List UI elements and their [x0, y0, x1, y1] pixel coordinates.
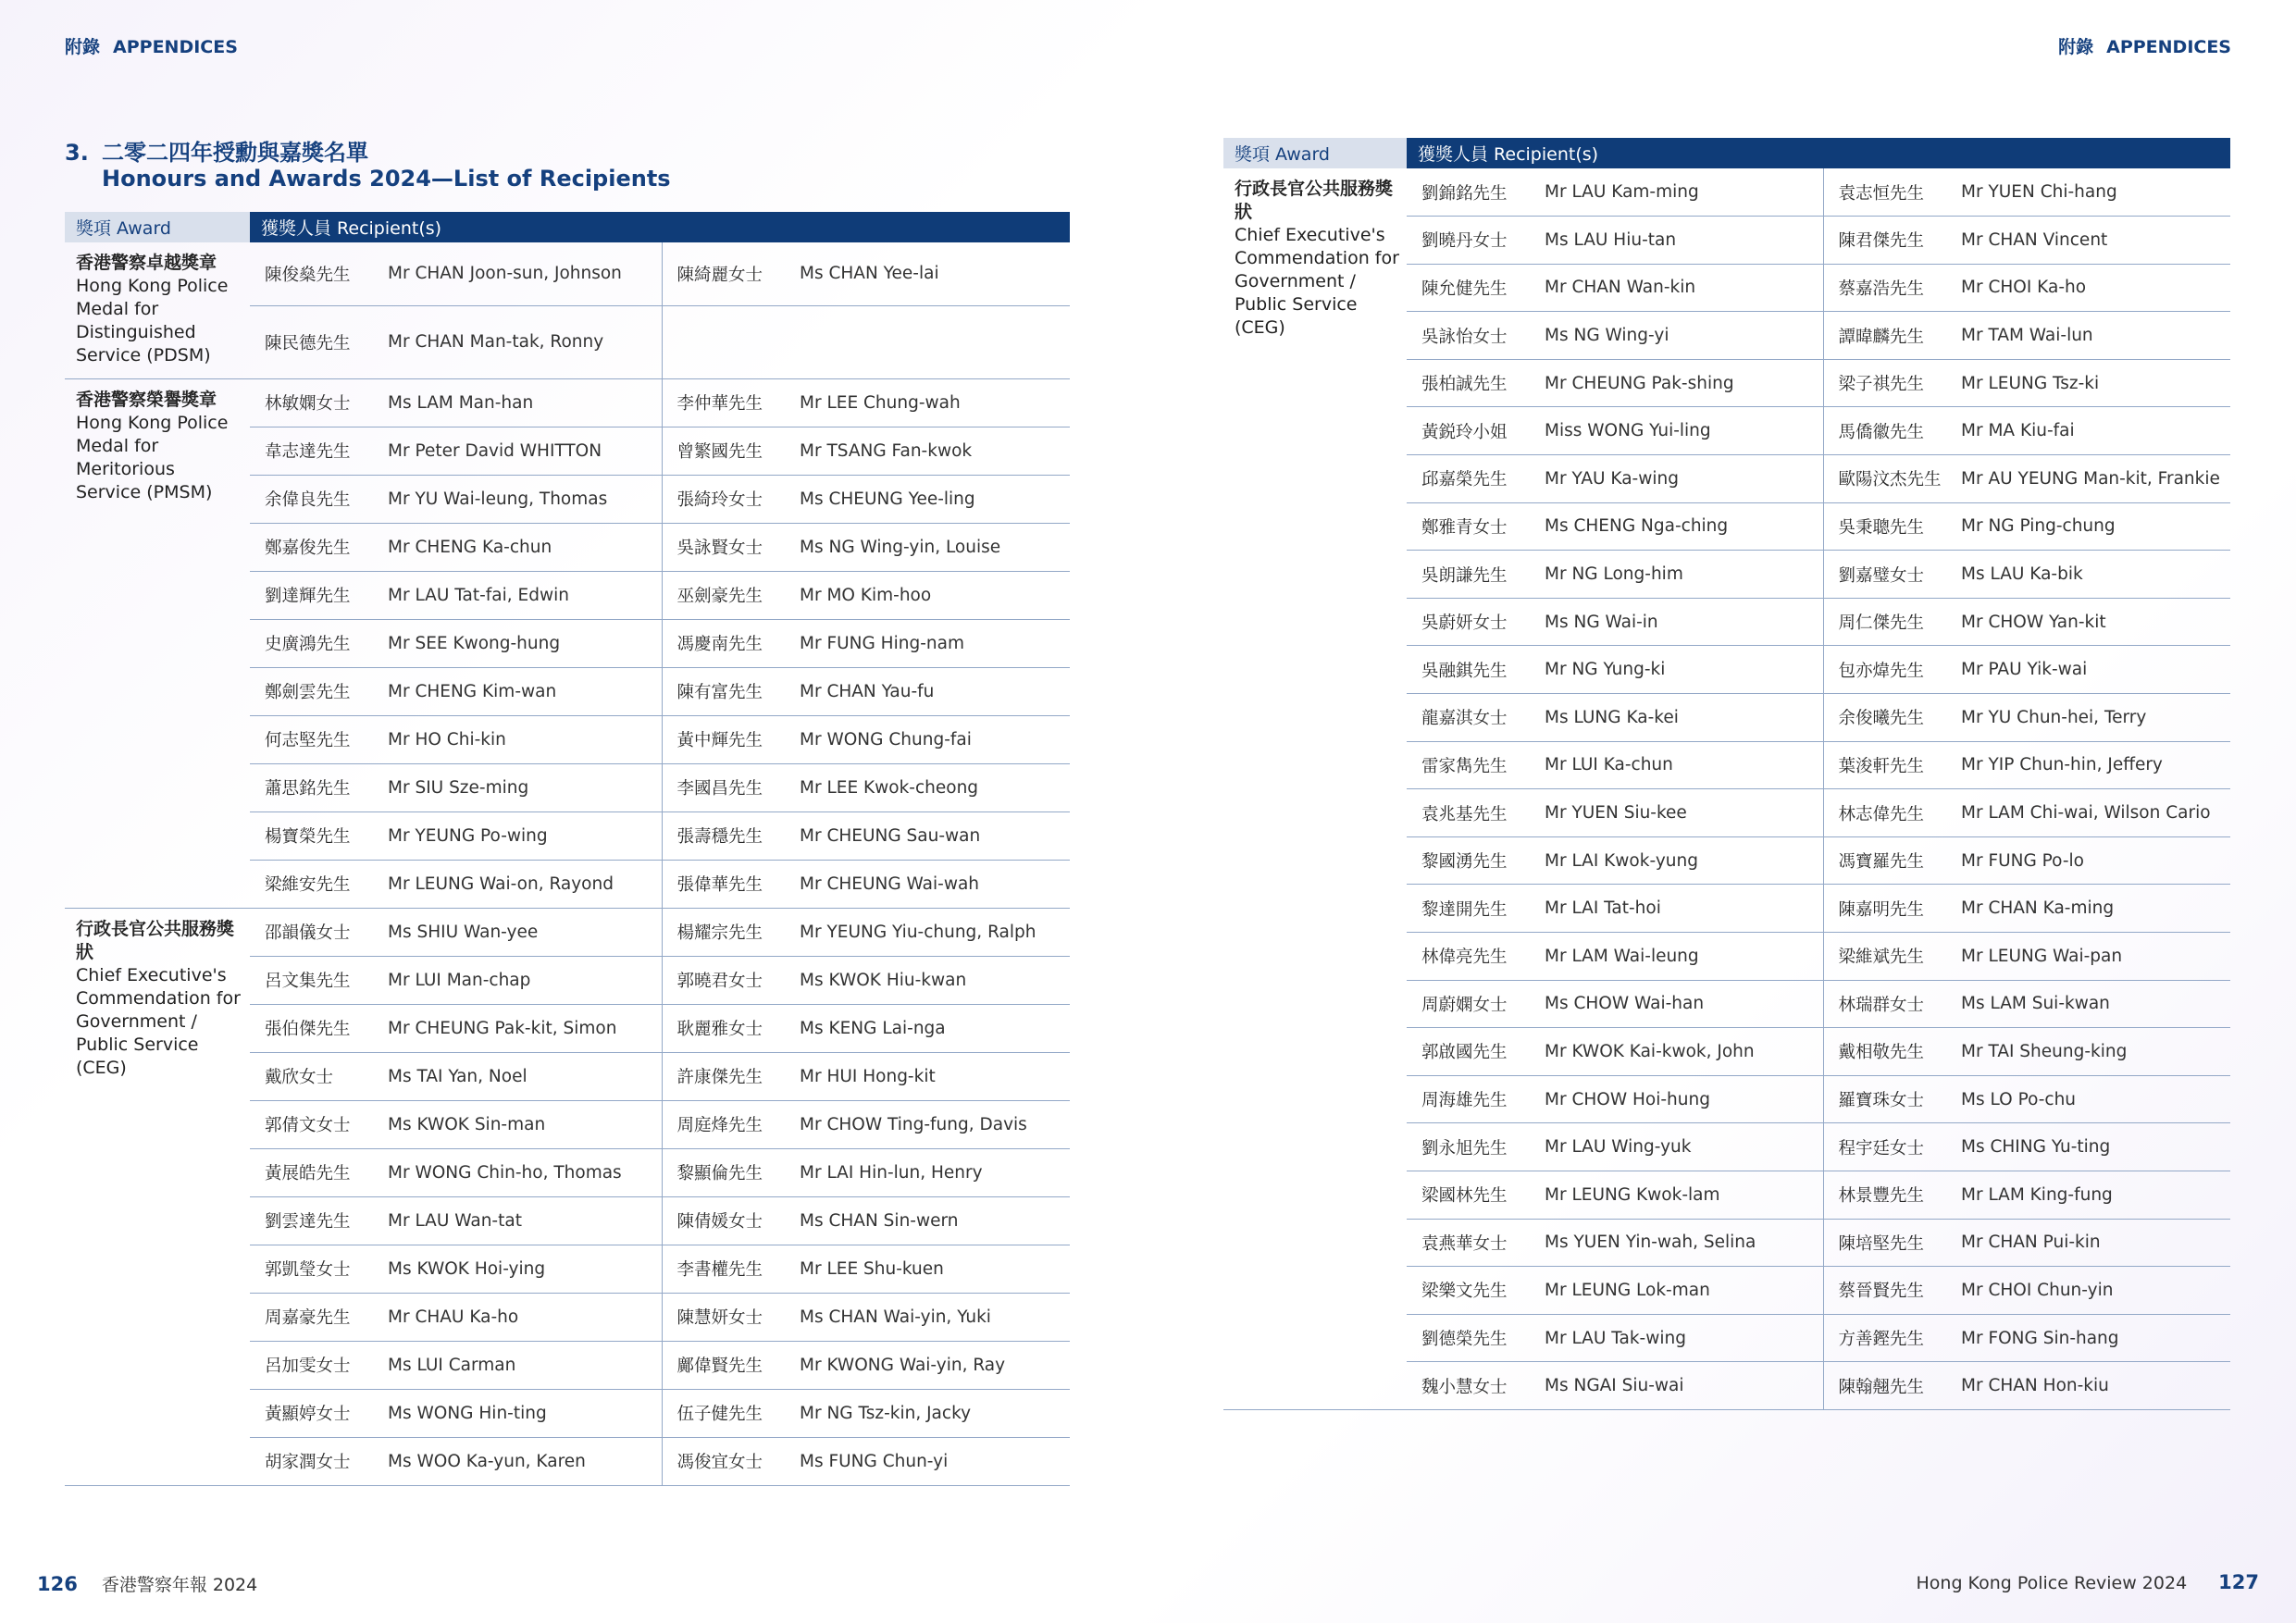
recipient-name-en: Ms CHAN Sin-wern	[794, 1196, 1070, 1245]
recipient-name-zh: 劉永旭先生	[1407, 1123, 1539, 1171]
recipient-name-zh: 黃顯婷女士	[250, 1389, 382, 1437]
recipient-name-en: Ms KENG Lai-nga	[794, 1004, 1070, 1052]
recipient-name-en: Mr TSANG Fan-kwok	[794, 427, 1070, 475]
recipient-name-en: Mr SIU Sze-ming	[382, 763, 662, 812]
recipient-name-en: Mr CHOI Chun-yin	[1955, 1267, 2230, 1315]
recipient-name-zh: 周嘉豪先生	[250, 1293, 382, 1341]
recipient-name-en: Mr HUI Hong-kit	[794, 1052, 1070, 1100]
recipient-name-en: Mr LAI Kwok-yung	[1539, 836, 1823, 885]
recipient-name-en: Mr CHAN Ka-ming	[1955, 885, 2230, 933]
recipient-name-en: Ms CHAN Wai-yin, Yuki	[794, 1293, 1070, 1341]
recipient-name-en: Mr LAU Kam-ming	[1539, 168, 1823, 217]
recipient-name-en: Mr LEUNG Tsz-ki	[1955, 359, 2230, 407]
recipient-name-zh: 包亦煒先生	[1823, 646, 1955, 694]
recipient-name-zh: 陳俊燊先生	[250, 242, 382, 305]
running-header-right	[2058, 33, 2231, 58]
recipient-name-en: Mr HO Chi-kin	[382, 715, 662, 763]
recipient-name-zh: 周海雄先生	[1407, 1075, 1539, 1123]
recipient-name-zh: 黃展皓先生	[250, 1148, 382, 1196]
recipient-name-zh: 陳倩媛女士	[662, 1196, 794, 1245]
recipient-name-zh: 林敏嫻女士	[250, 378, 382, 427]
recipient-name-en: Mr LEUNG Wai-on, Rayond	[382, 860, 662, 908]
recipient-name-en: Mr PAU Yik-wai	[1955, 646, 2230, 694]
recipient-name-en: Mr YIP Chun-hin, Jeffery	[1955, 741, 2230, 789]
recipient-name-en: Mr LAM Wai-leung	[1539, 933, 1823, 981]
recipient-name-zh: 許康傑先生	[662, 1052, 794, 1100]
recipient-name-zh: 韋志達先生	[250, 427, 382, 475]
publication-title: 香港警察年報 2024	[101, 1575, 258, 1595]
recipient-name-zh: 胡家潤女士	[250, 1437, 382, 1485]
recipient-name-zh: 鄭嘉俊先生	[250, 523, 382, 571]
footer-right	[1917, 1571, 2260, 1593]
recipient-name-zh: 方善鏗先生	[1823, 1314, 1955, 1362]
recipient-name-en: Mr TAI Sheung-king	[1955, 1028, 2230, 1076]
recipient-name-zh: 張偉華先生	[662, 860, 794, 908]
recipient-name-zh: 郭倩文女士	[250, 1100, 382, 1148]
recipient-name-en: Mr KWONG Wai-yin, Ray	[794, 1341, 1070, 1389]
recipient-name-zh: 邱嘉榮先生	[1407, 455, 1539, 503]
recipient-name-en: Mr LAU Tat-fai, Edwin	[382, 571, 662, 619]
recipient-name-en: Ms SHIU Wan-yee	[382, 908, 662, 956]
recipient-name-zh: 張伯傑先生	[250, 1004, 382, 1052]
header-en: APPENDICES	[113, 37, 238, 57]
recipient-name-en: Mr NG Ping-chung	[1955, 502, 2230, 551]
recipient-name-zh: 陳有富先生	[662, 667, 794, 715]
recipient-name-en: Mr YUEN Chi-hang	[1955, 168, 2230, 217]
recipient-name-zh: 陳嘉明先生	[1823, 885, 1955, 933]
recipient-name-en: Ms FUNG Chun-yi	[794, 1437, 1070, 1485]
recipient-name-zh: 蔡嘉浩先生	[1823, 264, 1955, 312]
recipient-name-zh: 史廣鴻先生	[250, 619, 382, 667]
recipient-name-en: Mr TAM Wai-lun	[1955, 312, 2230, 360]
recipient-name-en: Mr WONG Chung-fai	[794, 715, 1070, 763]
recipient-name-en: Ms WONG Hin-ting	[382, 1389, 662, 1437]
recipient-name-zh: 陳綺麗女士	[662, 242, 794, 305]
recipient-name-en: Mr LEUNG Lok-man	[1539, 1267, 1823, 1315]
recipient-name-en: Ms CHING Yu-ting	[1955, 1123, 2230, 1171]
header-en: APPENDICES	[2106, 37, 2231, 57]
recipient-name-en: Mr CHEUNG Wai-wah	[794, 860, 1070, 908]
recipient-name-en: Mr CHOW Ting-fung, Davis	[794, 1100, 1070, 1148]
award-cell-ceg	[1223, 168, 1407, 1409]
recipient-name-en: Ms TAI Yan, Noel	[382, 1052, 662, 1100]
recipient-name-en: Mr CHOW Hoi-hung	[1539, 1075, 1823, 1123]
award-name-en: Hong Kong Police Medal for Distinguished Service (PDSM)	[76, 276, 229, 365]
recipient-name-en: Mr CHENG Kim-wan	[382, 667, 662, 715]
recipient-name-zh: 劉嘉璧女士	[1823, 551, 1955, 599]
recipient-name-zh: 巫劍豪先生	[662, 571, 794, 619]
recipient-name-en: Ms NG Wing-yi	[1539, 312, 1823, 360]
recipient-name-en: Mr CHEUNG Pak-shing	[1539, 359, 1823, 407]
table-row	[65, 908, 1070, 956]
recipient-name-zh: 吳詠怡女士	[1407, 312, 1539, 360]
recipient-name-en: Ms WOO Ka-yun, Karen	[382, 1437, 662, 1485]
recipient-name-zh: 戴相敬先生	[1823, 1028, 1955, 1076]
award-column-header: 獎項 Award	[1223, 138, 1407, 168]
publication-title: Hong Kong Police Review 2024	[1916, 1573, 2188, 1593]
recipient-name-zh: 耿麗雅女士	[662, 1004, 794, 1052]
recipient-name-zh: 張壽穩先生	[662, 812, 794, 860]
award-name-zh: 香港警察卓越獎章	[76, 253, 217, 273]
recipient-name-en: Mr CHAN Vincent	[1955, 217, 2230, 265]
recipient-name-zh: 吳秉聰先生	[1823, 502, 1955, 551]
recipient-name-en: Mr NG Tsz-kin, Jacky	[794, 1389, 1070, 1437]
recipient-name-en: Mr YU Wai-leung, Thomas	[382, 475, 662, 523]
recipient-name-zh: 陳允健先生	[1407, 264, 1539, 312]
recipient-name-zh: 袁燕華女士	[1407, 1219, 1539, 1267]
recipient-name-en: Mr CHAN Man-tak, Ronny	[382, 305, 662, 378]
award-name-en: Hong Kong Police Medal for Meritorious Service (PMSM)	[76, 412, 229, 502]
recipient-name-zh: 陳君傑先生	[1823, 217, 1955, 265]
recipient-name-en: Mr CHOI Ka-ho	[1955, 264, 2230, 312]
recipient-name-en: Mr CHAN Yau-fu	[794, 667, 1070, 715]
recipient-name-en: Ms CHOW Wai-han	[1539, 980, 1823, 1028]
section-number: 3.	[65, 140, 89, 166]
award-name-en: Chief Executive's Commendation for Government / Public Service (CEG)	[76, 964, 241, 1078]
header-zh: 附錄	[2058, 37, 2094, 57]
table-row	[1223, 168, 2230, 217]
recipient-name-en: Ms LUI Carman	[382, 1341, 662, 1389]
recipient-name-zh: 馮寶羅先生	[1823, 836, 1955, 885]
recipient-name-zh: 鄭劍雲先生	[250, 667, 382, 715]
recipient-name-en: Ms LUNG Ka-kei	[1539, 694, 1823, 742]
recipient-name-zh: 楊耀宗先生	[662, 908, 794, 956]
award-name-zh: 香港警察榮譽獎章	[76, 389, 217, 410]
recipient-name-en: Mr YEUNG Po-wing	[382, 812, 662, 860]
recipient-name-zh: 張柏誠先生	[1407, 359, 1539, 407]
recipient-name-zh: 梁國林先生	[1407, 1171, 1539, 1219]
recipient-name-zh: 梁樂文先生	[1407, 1267, 1539, 1315]
recipient-name-en: Ms NG Wing-yin, Louise	[794, 523, 1070, 571]
recipient-name-zh: 梁維安先生	[250, 860, 382, 908]
recipient-name-en: Mr LAU Wan-tat	[382, 1196, 662, 1245]
recipient-name-en: Mr YEUNG Yiu-chung, Ralph	[794, 908, 1070, 956]
recipient-name-en: Mr LUI Ka-chun	[1539, 741, 1823, 789]
recipient-name-en: Mr LAM Chi-wai, Wilson Cario	[1955, 789, 2230, 837]
recipient-name-en: Mr NG Long-him	[1539, 551, 1823, 599]
recipient-name-en: Ms LAU Hiu-tan	[1539, 217, 1823, 265]
award-name-en: Chief Executive's Commendation for Government / Public Service (CEG)	[1235, 225, 1399, 338]
recipient-name-en: Mr AU YEUNG Man-kit, Frankie	[1955, 455, 2230, 503]
recipient-name-zh: 鄭雅青女士	[1407, 502, 1539, 551]
recipient-name-zh: 張綺玲女士	[662, 475, 794, 523]
recipient-name-en: Mr NG Yung-ki	[1539, 646, 1823, 694]
award-name-zh: 行政長官公共服務獎狀	[1235, 179, 1394, 222]
recipient-name-en: Mr LEUNG Wai-pan	[1955, 933, 2230, 981]
recipient-name-en: Ms LAM Man-han	[382, 378, 662, 427]
recipient-name-zh: 李書權先生	[662, 1245, 794, 1293]
recipient-name-en: Ms CHAN Yee-lai	[794, 242, 1070, 305]
recipient-name-en: Mr CHAN Pui-kin	[1955, 1219, 2230, 1267]
recipient-name-zh: 陳民德先生	[250, 305, 382, 378]
award-name-zh: 行政長官公共服務獎狀	[76, 918, 235, 962]
recipient-name-zh: 伍子健先生	[662, 1389, 794, 1437]
recipient-name-zh: 馬僑徽先生	[1823, 407, 1955, 455]
recipient-name-zh: 周庭烽先生	[662, 1100, 794, 1148]
page-number: 127	[2218, 1571, 2259, 1593]
recipient-name-zh: 周蔚嫻女士	[1407, 980, 1539, 1028]
recipient-name-en: Mr CHENG Ka-chun	[382, 523, 662, 571]
recipient-name-en: Mr CHEUNG Sau-wan	[794, 812, 1070, 860]
recipient-name-zh: 吳詠賢女士	[662, 523, 794, 571]
recipient-name-zh: 鄺偉賢先生	[662, 1341, 794, 1389]
recipient-name-zh: 林景豐先生	[1823, 1171, 1955, 1219]
recipient-name-zh: 龍嘉淇女士	[1407, 694, 1539, 742]
recipient-name-en: Mr MA Kiu-fai	[1955, 407, 2230, 455]
recipient-name-zh: 魏小慧女士	[1407, 1362, 1539, 1410]
recipient-name-en: Mr LAM King-fung	[1955, 1171, 2230, 1219]
recipient-name-zh: 郭曉君女士	[662, 956, 794, 1004]
recipient-name-zh: 陳翰翹先生	[1823, 1362, 1955, 1410]
recipient-name-zh: 黎顯倫先生	[662, 1148, 794, 1196]
recipient-name-zh: 呂文集先生	[250, 956, 382, 1004]
footer-left	[37, 1571, 257, 1596]
recipient-name-en: Mr LUI Man-chap	[382, 956, 662, 1004]
recipient-name-en: Miss WONG Yui-ling	[1539, 407, 1823, 455]
recipient-name-zh: 劉錦銘先生	[1407, 168, 1539, 217]
recipient-name-en: Mr CHEUNG Pak-kit, Simon	[382, 1004, 662, 1052]
recipient-name-en: Mr Peter David WHITTON	[382, 427, 662, 475]
recipient-name-zh: 何志堅先生	[250, 715, 382, 763]
section-title-zh: 二零二四年授勳與嘉獎名單	[102, 140, 368, 166]
recipient-name-en: Mr LEE Chung-wah	[794, 378, 1070, 427]
recipient-name-zh: 黃中輝先生	[662, 715, 794, 763]
recipient-name-zh: 余偉良先生	[250, 475, 382, 523]
recipient-name-en: Mr LAI Tat-hoi	[1539, 885, 1823, 933]
recipient-name-en: Mr SEE Kwong-hung	[382, 619, 662, 667]
section-title-en: Honours and Awards 2024—List of Recipients	[102, 166, 671, 192]
recipient-name-en: Ms NGAI Siu-wai	[1539, 1362, 1823, 1410]
recipient-name-zh: 林志偉先生	[1823, 789, 1955, 837]
recipient-name-en: Ms CHENG Nga-ching	[1539, 502, 1823, 551]
recipient-name-en: Mr LAI Hin-lun, Henry	[794, 1148, 1070, 1196]
recipient-name-en: Ms KWOK Hoi-ying	[382, 1245, 662, 1293]
recipient-name-zh: 蕭思銘先生	[250, 763, 382, 812]
recipient-name-zh: 馮俊宜女士	[662, 1437, 794, 1485]
table-row	[65, 242, 1070, 305]
recipient-name-zh: 陳培堅先生	[1823, 1219, 1955, 1267]
recipient-name-en: Mr CHAN Wan-kin	[1539, 264, 1823, 312]
recipient-name-zh: 林偉亮先生	[1407, 933, 1539, 981]
recipient-name-en: Ms LAM Sui-kwan	[1955, 980, 2230, 1028]
recipient-name-zh: 黃鋭玲小姐	[1407, 407, 1539, 455]
recipient-name-zh: 雷家雋先生	[1407, 741, 1539, 789]
recipients-column-header: 獲獎人員 Recipient(s)	[250, 212, 1070, 242]
recipient-name-en: Mr KWOK Kai-kwok, John	[1539, 1028, 1823, 1076]
recipient-name-zh: 歐陽汶杰先生	[1823, 455, 1955, 503]
recipient-name-zh: 吳蔚妍女士	[1407, 598, 1539, 646]
recipient-name-zh: 曾繁國先生	[662, 427, 794, 475]
recipient-name-zh: 梁維斌先生	[1823, 933, 1955, 981]
recipient-name-en: Mr MO Kim-hoo	[794, 571, 1070, 619]
recipient-name-zh: 劉雲達先生	[250, 1196, 382, 1245]
recipient-name-zh: 吳融錤先生	[1407, 646, 1539, 694]
recipient-name-en: Ms CHEUNG Yee-ling	[794, 475, 1070, 523]
header-zh: 附錄	[65, 37, 101, 57]
recipient-name-zh: 呂加雯女士	[250, 1341, 382, 1389]
recipient-name-zh: 程宇廷女士	[1823, 1123, 1955, 1171]
recipient-name-en: Ms LO Po-chu	[1955, 1075, 2230, 1123]
recipient-name-zh: 李仲華先生	[662, 378, 794, 427]
recipient-name-zh: 黎達開先生	[1407, 885, 1539, 933]
recipient-name-zh: 吳朗謙先生	[1407, 551, 1539, 599]
recipient-name-zh: 郭啟國先生	[1407, 1028, 1539, 1076]
recipient-name-en: Mr LEUNG Kwok-lam	[1539, 1171, 1823, 1219]
recipient-name-zh: 李國昌先生	[662, 763, 794, 812]
recipient-name-zh: 劉德榮先生	[1407, 1314, 1539, 1362]
recipient-name-zh: 羅寶珠女士	[1823, 1075, 1955, 1123]
recipient-name-en: Mr LEE Shu-kuen	[794, 1245, 1070, 1293]
recipient-name-en: Mr YUEN Siu-kee	[1539, 789, 1823, 837]
table-row	[65, 378, 1070, 427]
recipient-name-en: Mr CHOW Yan-kit	[1955, 598, 2230, 646]
running-header-left	[65, 33, 238, 58]
section-title	[65, 134, 671, 192]
recipient-name-zh: 楊寶榮先生	[250, 812, 382, 860]
recipient-name-en: Ms NG Wai-in	[1539, 598, 1823, 646]
recipient-name-zh: 劉達輝先生	[250, 571, 382, 619]
recipient-name-zh	[662, 305, 794, 378]
recipient-name-en: Mr FONG Sin-hang	[1955, 1314, 2230, 1362]
award-cell-pmsm	[65, 378, 250, 908]
award-cell-ceg	[65, 908, 250, 1485]
recipient-name-en: Ms KWOK Sin-man	[382, 1100, 662, 1148]
recipient-name-en: Mr YU Chun-hei, Terry	[1955, 694, 2230, 742]
recipient-name-zh: 戴欣女士	[250, 1052, 382, 1100]
recipient-name-zh: 陳慧妍女士	[662, 1293, 794, 1341]
recipient-name-en: Ms LAU Ka-bik	[1955, 551, 2230, 599]
recipient-name-zh: 蔡晉賢先生	[1823, 1267, 1955, 1315]
recipient-name-zh: 譚暐麟先生	[1823, 312, 1955, 360]
recipient-name-zh: 劉曉丹女士	[1407, 217, 1539, 265]
recipient-name-en: Mr WONG Chin-ho, Thomas	[382, 1148, 662, 1196]
recipient-name-en: Mr CHAU Ka-ho	[382, 1293, 662, 1341]
recipient-name-zh: 周仁傑先生	[1823, 598, 1955, 646]
recipient-name-zh: 袁志恒先生	[1823, 168, 1955, 217]
recipient-name-zh: 郭凱瑩女士	[250, 1245, 382, 1293]
recipient-name-zh: 邵韻儀女士	[250, 908, 382, 956]
recipient-name-en: Ms YUEN Yin-wah, Selina	[1539, 1219, 1823, 1267]
recipient-name-zh: 林瑞群女士	[1823, 980, 1955, 1028]
recipient-name-en: Mr FUNG Po-lo	[1955, 836, 2230, 885]
recipient-name-en	[794, 305, 1070, 378]
recipient-name-zh: 黎國湧先生	[1407, 836, 1539, 885]
recipient-name-zh: 袁兆基先生	[1407, 789, 1539, 837]
recipient-name-en: Mr LAU Tak-wing	[1539, 1314, 1823, 1362]
recipients-table-right	[1223, 138, 2230, 1410]
recipient-name-zh: 葉浚軒先生	[1823, 741, 1955, 789]
recipient-name-en: Mr YAU Ka-wing	[1539, 455, 1823, 503]
award-cell-pdsm	[65, 242, 250, 378]
recipient-name-en: Mr CHAN Hon-kiu	[1955, 1362, 2230, 1410]
recipient-name-en: Mr FUNG Hing-nam	[794, 619, 1070, 667]
recipient-name-en: Mr LAU Wing-yuk	[1539, 1123, 1823, 1171]
award-column-header: 獎項 Award	[65, 212, 250, 242]
recipient-name-zh: 梁子祺先生	[1823, 359, 1955, 407]
recipient-name-zh: 余俊曦先生	[1823, 694, 1955, 742]
page-number: 126	[37, 1573, 78, 1595]
recipient-name-en: Ms KWOK Hiu-kwan	[794, 956, 1070, 1004]
recipients-column-header: 獲獎人員 Recipient(s)	[1407, 138, 2230, 168]
recipient-name-zh: 馮慶南先生	[662, 619, 794, 667]
recipient-name-en: Mr LEE Kwok-cheong	[794, 763, 1070, 812]
recipient-name-en: Mr CHAN Joon-sun, Johnson	[382, 242, 662, 305]
recipients-table-left	[65, 212, 1070, 1486]
